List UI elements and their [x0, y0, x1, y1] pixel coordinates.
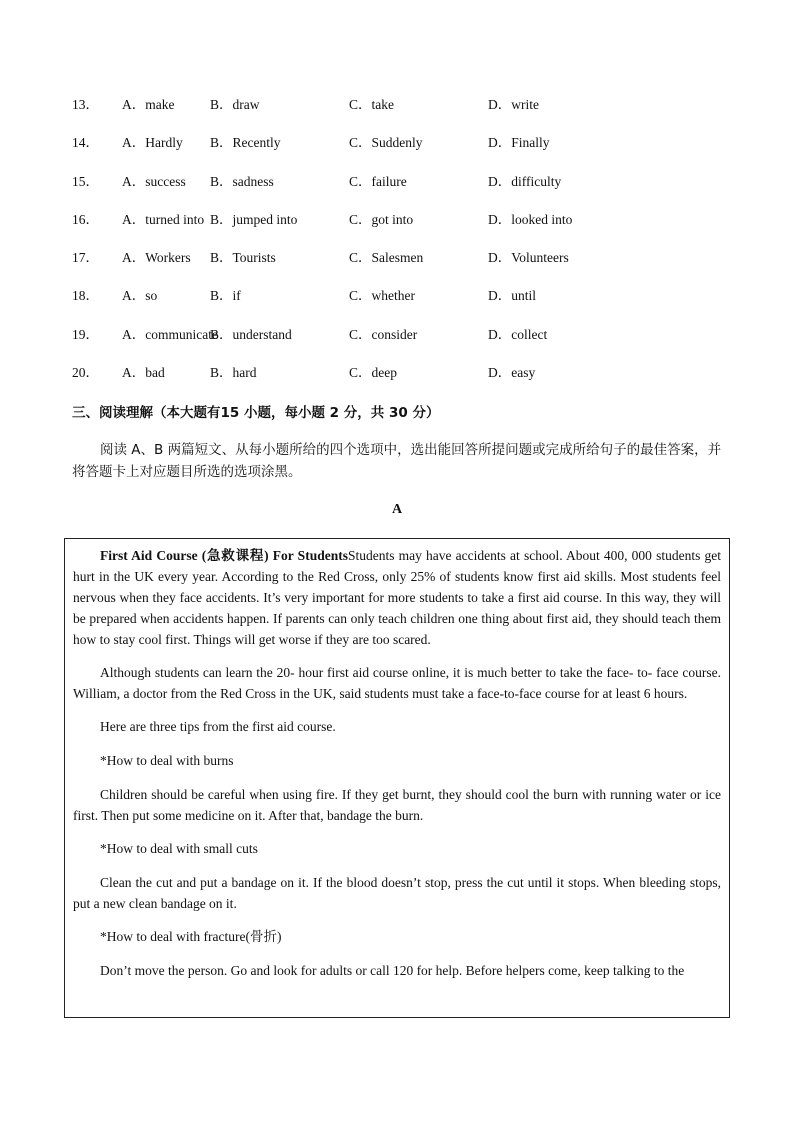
section-heading: 三、阅读理解（本大题有15 小题，每小题 2 分，共 30 分）	[72, 405, 440, 421]
option-a: A．make	[122, 97, 175, 112]
question-number: 20．	[72, 365, 99, 381]
option-c: C．got into	[349, 211, 414, 227]
question-row	[72, 134, 627, 172]
passage-paragraph: Clean the cut and put a bandage on it. If the blood doesn’t stop, press the cut until it stops. When bleeding stops, put a new clean bandage on it.	[73, 875, 721, 911]
question-number: 19．	[72, 326, 99, 342]
option-b: B．jumped into	[210, 211, 298, 227]
section-instructions: 阅读 A、B 两篇短文、从每小题所给的四个选项中，选出能回答所提问题或完成所给句子的最佳答案，并将答题卡上对应题目所选的选项涂黑。	[72, 442, 722, 480]
option-d: D．collect	[488, 326, 548, 342]
question-number: 17．	[72, 250, 99, 266]
tip-heading: *How to deal with small cuts	[100, 841, 258, 856]
question-number: 15．	[72, 173, 99, 189]
option-c: C．failure	[349, 173, 407, 189]
option-a: A．bad	[122, 365, 165, 381]
question-row	[72, 249, 627, 287]
question-number: 16．	[72, 211, 99, 227]
question-row	[72, 326, 627, 364]
option-d: D．Volunteers	[488, 250, 569, 266]
question-list	[72, 96, 627, 402]
option-d: D．write	[488, 97, 539, 112]
passage-paragraph: Here are three tips from the first aid course.	[100, 719, 336, 734]
option-a: A．Hardly	[122, 135, 183, 151]
question-row	[72, 287, 627, 325]
tip-heading: *How to deal with fracture(骨折)	[100, 929, 282, 944]
question-row	[72, 364, 627, 402]
option-a: A．communicate	[122, 326, 218, 342]
option-a: A．success	[122, 173, 186, 189]
passage-label: A	[391, 502, 403, 517]
option-b: B．sadness	[210, 173, 274, 189]
passage-title: First Aid Course (急救课程) For Students	[100, 548, 348, 563]
option-c: C．deep	[349, 365, 397, 381]
option-d: D．difficulty	[488, 173, 562, 189]
option-b: B．hard	[210, 365, 257, 381]
tip-heading: *How to deal with burns	[100, 753, 234, 768]
question-number: 18．	[72, 288, 99, 304]
passage-paragraph: Don’t move the person. Go and look for adults or call 120 for help. Before helpers come, keep talking to the	[100, 963, 685, 978]
option-c: C．Suddenly	[349, 135, 423, 151]
option-c: C．Salesmen	[349, 250, 424, 266]
option-b: B．draw	[210, 97, 260, 112]
question-row	[72, 173, 627, 211]
question-row	[72, 96, 627, 134]
option-a: A．so	[122, 288, 158, 304]
question-number: 14．	[72, 135, 99, 151]
passage-paragraph: Children should be careful when using fire. If they get burnt, they should cool the burn with running water or ice first. Then put some medicine on it. After that, bandage the burn.	[73, 787, 721, 823]
passage-box	[64, 538, 730, 1018]
passage-text: Students may have accidents at school. About 400, 000 students get hurt in the UK every year. According to the Red Cross, only 25% of students know first aid skills. Most students feel nervous when they face accidents. It’s very important for more students to take a first aid course. In this way, they will be prepared when accidents happen. If parents can only teach children one thing about first aid, they should teach them how to stay cool first. Things will get worse if they are too scared.	[73, 548, 721, 647]
option-b: B．if	[210, 288, 241, 304]
option-c: C．whether	[349, 288, 415, 304]
option-d: D．looked into	[488, 211, 573, 227]
question-number: 13．	[72, 97, 99, 112]
option-d: D．easy	[488, 365, 536, 381]
option-d: D．Finally	[488, 135, 550, 151]
option-c: C．consider	[349, 326, 418, 342]
option-d: D．until	[488, 288, 537, 304]
option-b: B．Recently	[210, 135, 281, 151]
question-row	[72, 211, 627, 249]
option-c: C．take	[349, 97, 394, 112]
option-a: A．Workers	[122, 250, 191, 266]
option-b: B．Tourists	[210, 250, 276, 266]
option-b: B．understand	[210, 326, 292, 342]
option-a: A．turned into	[122, 211, 205, 227]
passage-paragraph: Although students can learn the 20- hour first aid course online, it is much better to take the face- to- face course. William, a doctor from the Red Cross in the UK, said students must take a face-to-face course for at least 6 hours.	[73, 665, 721, 701]
passage-paragraph	[73, 545, 721, 650]
